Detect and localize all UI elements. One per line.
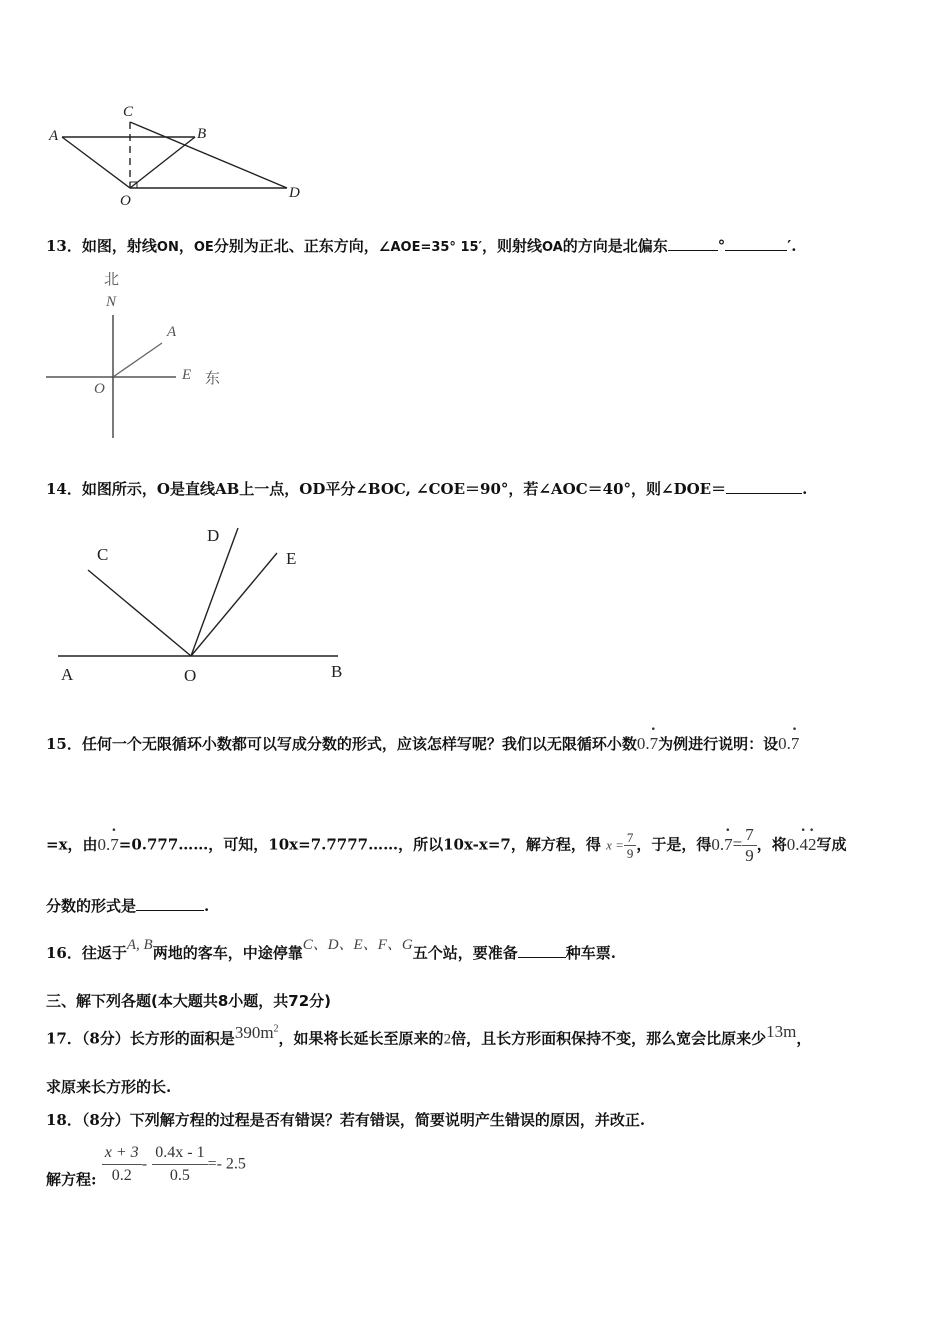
q16-text-2: 两地的客车，中途停靠 <box>152 944 303 962</box>
q15-eq-x: =x，由 <box>46 835 98 854</box>
q13-text-1: 如图，射线 <box>81 237 157 255</box>
q13-text-4: ，则射线 <box>481 237 542 255</box>
q17-area <box>235 1023 279 1042</box>
repeat-dot-icon: · <box>808 821 815 839</box>
q14-fig-a: A <box>61 665 74 684</box>
q13-fig-o: O <box>94 381 105 397</box>
q15-repeating-decimal-2 <box>778 721 800 754</box>
q18-minus: - <box>141 1155 148 1173</box>
q18-f1-num: x + 3 <box>102 1142 142 1165</box>
q14-answer-blank[interactable] <box>726 479 802 494</box>
fig12-label-b: B <box>197 126 207 142</box>
q15-val-digit-2: 7 <box>790 734 800 753</box>
q14-fig-o: O <box>184 666 197 685</box>
q15-text-a: =0.777……，可知，10x=7.7777……，所以10x-x=7，解方程，得 <box>118 835 601 854</box>
q15-line-1b: 为例进行说明：设 <box>658 735 779 753</box>
q17-two: 2 <box>443 1031 452 1048</box>
q18-fraction-2 <box>152 1142 207 1187</box>
q15-frac-den: 9 <box>626 846 634 861</box>
q17-text-1: 17．（8分）长方形的面积是 <box>46 1029 235 1048</box>
q14-end: . <box>802 480 808 498</box>
q15-frac2-den: 9 <box>745 846 754 865</box>
question-15-line-3 <box>46 896 209 916</box>
q16-text-1: 16．往返于 <box>46 944 127 962</box>
q13-comma: ， <box>178 237 194 255</box>
q15-line-1-text: 15．任何一个无限循环小数都可以写成分数的形式，应该怎样写呢？我们以无限循环小数 <box>46 735 637 753</box>
q13-angle: ∠AOE=35° 15′ <box>378 240 482 255</box>
section-3-heading: 三、解下列各题(本大题共8小题，共72分) <box>46 992 332 1010</box>
q18-label: 解方程: <box>46 1170 97 1189</box>
q14-text: 14．如图所示，O是直线AB上一点，OD平分∠BOC, ∠COE＝90°，若∠AOC＝40°，则∠DOE＝ <box>46 480 727 498</box>
q17-decrease: 13m <box>766 1021 797 1041</box>
q18-f2-num: 0.4x - 1 <box>152 1142 207 1165</box>
q15-frac-num: 7 <box>624 830 637 846</box>
q15-fraction-2 <box>742 825 757 866</box>
repeat-dot-icon: · <box>111 821 117 839</box>
q13-minute-sign: ′. <box>787 237 797 255</box>
q15-v2-digit-2: 2 <box>807 834 817 854</box>
q15-val-digit-4: 7 <box>724 834 733 854</box>
q17-text-2: ，如果将长延长至原来的 <box>278 1029 444 1048</box>
q14-fig-c: C <box>97 545 109 564</box>
q15-val-digit-3: 7 <box>110 834 119 854</box>
q15-val-int-3: 0. <box>97 834 111 854</box>
question-18: 18．（8分）下列解方程的过程是否有错误？若有错误，简要说明产生错误的原因，并改正. <box>46 1111 646 1129</box>
q15-val-int-4: 0. <box>711 834 725 854</box>
q15-v2-digit-4: 4 <box>799 834 808 854</box>
q15-fraction-1 <box>624 830 637 861</box>
question-17-line-2: 求原来长方形的长. <box>46 1078 172 1096</box>
repeat-dot-icon: · <box>650 721 656 738</box>
q14-fig-e: E <box>286 549 297 568</box>
q15-frac2-num: 7 <box>742 825 757 846</box>
q13-number: 13． <box>46 237 82 255</box>
q16-text-4: 种车票. <box>565 944 616 962</box>
q13-answer-blank-minute[interactable] <box>725 236 787 251</box>
q15-repeating-decimal-042 <box>786 821 817 860</box>
q15-line-3-text: 分数的形式是 <box>46 897 137 915</box>
question-16 <box>46 937 616 966</box>
q18-f2-den: 0.5 <box>169 1167 190 1184</box>
fig12-label-c: C <box>123 104 134 120</box>
q15-val-int-2: 0. <box>778 734 791 753</box>
q18-rhs: =- 2.5 <box>207 1155 246 1173</box>
question-17 <box>46 1022 811 1053</box>
q15-repeating-decimal-4 <box>711 821 733 860</box>
parallelogram-figure <box>40 100 320 215</box>
q13-fig-east-cn: 东 <box>205 371 221 387</box>
fig12-label-o: O <box>120 193 131 209</box>
q13-text-5: 的方向是北偏东 <box>562 237 668 255</box>
q17-text-3: 倍，且长方形面积保持不变，那么宽会比原来少 <box>451 1029 767 1048</box>
q15-v2-int: 0. <box>786 834 800 854</box>
q15-x-eq: x = <box>606 837 624 853</box>
fig12-label-d: D <box>289 185 300 201</box>
q17-text-4: ， <box>796 1029 812 1048</box>
question-15-line-2 <box>46 821 847 866</box>
q15-answer-blank[interactable] <box>136 896 204 911</box>
q16-stations: C、D、E、F、G <box>302 937 413 953</box>
q14-fig-b: B <box>331 662 343 681</box>
q13-fig-north-cn: 北 <box>104 272 120 288</box>
q15-text-d: 写成 <box>816 835 847 854</box>
q13-fig-e: E <box>182 367 192 383</box>
q13-oe: OE <box>193 240 214 255</box>
q17-area-sup: 2 <box>273 1023 279 1034</box>
q13-text-3: 分别为正北、正东方向， <box>213 237 379 255</box>
question-15-line-1 <box>46 721 800 754</box>
q15-end: . <box>204 897 210 915</box>
q15-text-b: ，于是，得 <box>636 835 712 854</box>
question-13 <box>46 236 796 258</box>
question-14 <box>46 479 807 499</box>
repeat-dot-icon: · <box>725 821 731 839</box>
q14-fig-d: D <box>207 526 220 545</box>
q17-area-value: 390m <box>234 1022 274 1042</box>
q13-answer-blank-degree[interactable] <box>668 236 718 251</box>
q15-equals: = <box>732 834 743 854</box>
q13-degree-sign: ° <box>717 237 726 255</box>
repeat-dot-icon: · <box>791 721 798 738</box>
q15-text-c: ，将 <box>756 835 787 854</box>
q18-fraction-1 <box>102 1142 142 1187</box>
q15-val-digit: 7 <box>649 734 659 753</box>
q15-val-int: 0. <box>636 734 650 753</box>
q13-fig-n: N <box>106 294 117 310</box>
q16-text-3: 五个站，要准备 <box>412 944 518 962</box>
q16-ab: A, B <box>126 937 153 953</box>
angle-figure <box>50 520 350 670</box>
q13-on: ON <box>156 240 179 255</box>
q18-f1-den: 0.2 <box>111 1167 132 1184</box>
q16-answer-blank[interactable] <box>518 943 566 958</box>
q18-equation <box>46 1142 246 1190</box>
fig12-label-a: A <box>49 128 59 144</box>
repeat-dot-icon: · <box>800 821 806 839</box>
q13-fig-a: A <box>167 324 177 340</box>
q15-repeating-decimal-3 <box>97 821 119 860</box>
q15-repeating-decimal <box>636 721 659 754</box>
q13-oa: OA <box>542 240 563 255</box>
